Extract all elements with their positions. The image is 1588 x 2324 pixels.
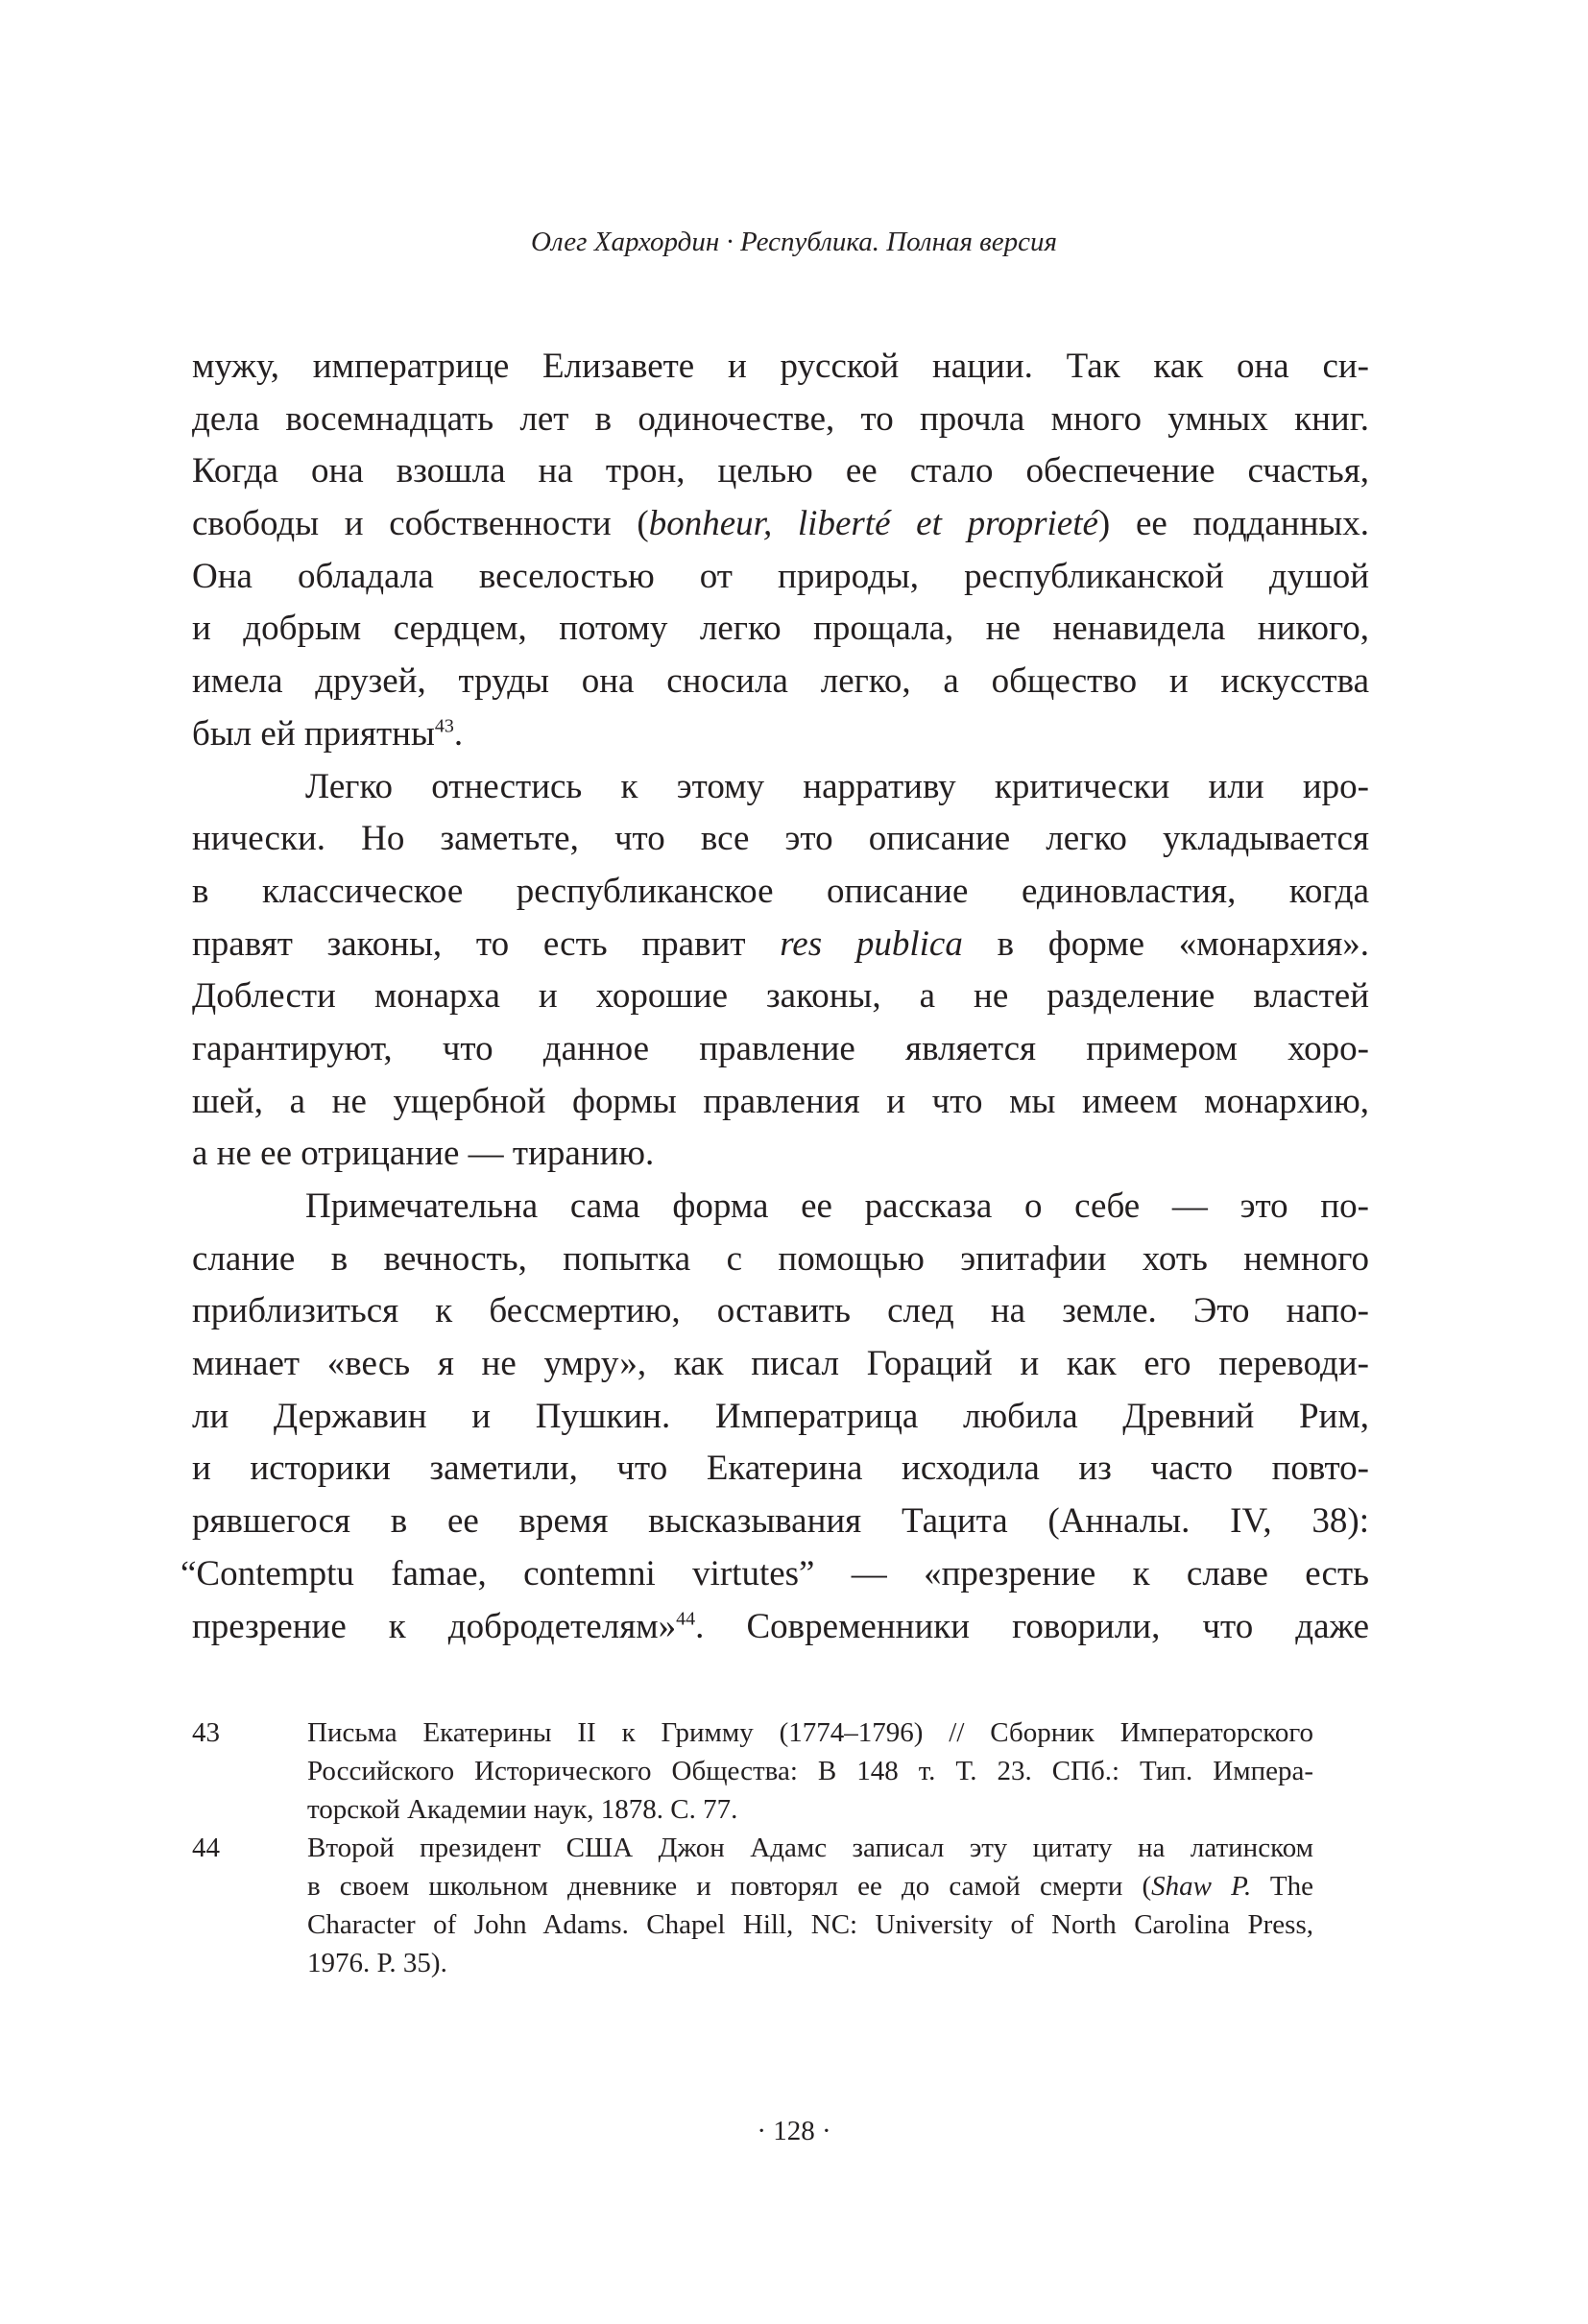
page-number: · 128 ·	[757, 2116, 831, 2146]
footnote-number: 44	[192, 1833, 220, 1863]
italic-phrase: res publica	[780, 923, 963, 964]
body-line: Примечательна сама форма ее рассказа о себе — это по-	[305, 1186, 1369, 1226]
body-line: мужу, императрице Елизавете и русской нации. Так как она си-	[192, 347, 1369, 386]
body-line: и историки заметили, что Екатерина исходила из часто повто-	[192, 1449, 1369, 1489]
body-line	[192, 708, 1369, 761]
body-line: имела друзей, труды она сносила легко, а общество и искусства	[192, 661, 1369, 702]
body-text-run: .	[453, 713, 464, 754]
body-line: Когда она взошла на трон, целью ее стало обеспечение счастья,	[192, 451, 1369, 491]
body-text-run: правят законы, то есть правит	[192, 923, 781, 964]
body-line: Она обладала веселостью от природы, республиканской душой	[192, 556, 1369, 596]
footnote-ref-43[interactable]: 43	[434, 715, 454, 737]
footnote-number: 43	[192, 1717, 220, 1748]
body-line: нически. Но заметьте, что все это описание легко укладывается	[192, 819, 1369, 859]
body-line: Легко отнестись к этому нарративу критически или иро-	[305, 766, 1369, 806]
footnote-line: торской Академии наук, 1878. С. 77.	[307, 1794, 738, 1825]
italic-author: Shaw P.	[1151, 1871, 1252, 1902]
footnote-43	[192, 1713, 1313, 1829]
footnote-line: Второй президент США Джон Адамс записал эту цитату на латинском	[307, 1833, 1313, 1863]
body-text-run: свободы и собственности (	[192, 504, 649, 544]
footnote-line: Российского Исторического Общества: В 148 т. Т. 23. СПб.: Тип. Импера-	[307, 1756, 1313, 1786]
body-line	[192, 1601, 1369, 1654]
body-line	[192, 919, 1369, 971]
body-line: приблизиться к бессмертию, оставить след на земле. Это напо-	[192, 1291, 1369, 1331]
footnote-line: Character of John Adams. Chapel Hill, NC: University of North Carolina Press,	[307, 1909, 1313, 1940]
body-line: ли Державин и Пушкин. Императрица любила Древний Рим,	[192, 1396, 1369, 1436]
body-text	[180, 341, 1370, 1653]
footnote-line: 1976. P. 35).	[307, 1948, 447, 1978]
body-line: Доблести монарха и хорошие законы, а не разделение властей	[192, 976, 1369, 1017]
body-line: “Contemptu famae, contemni virtutes” — «презрение к славе есть	[180, 1553, 1369, 1593]
footnote-text-run: The	[1251, 1871, 1313, 1902]
body-line: гарантируют, что данное правление является примером хоро-	[192, 1028, 1369, 1068]
body-line: а не ее отрицание — тиранию.	[192, 1134, 655, 1174]
footnote-line: Письма Екатерины II к Гримму (1774–1796) // Сборник Императорского	[307, 1717, 1313, 1748]
footnotes	[192, 1713, 1313, 1982]
body-text-run: был ей приятны	[192, 713, 435, 754]
body-line	[192, 498, 1369, 551]
body-line: шей, а не ущербной формы правления и что мы имеем монархию,	[192, 1081, 1369, 1121]
body-line: слание в вечность, попытка с помощью эпитафии хоть немного	[192, 1238, 1369, 1279]
body-text-run: ) ее подданных.	[1097, 504, 1370, 544]
body-line: минает «весь я не умру», как писал Гораций и как его переводи-	[192, 1344, 1369, 1384]
body-line: дела восемнадцать лет в одиночестве, то прочла много умных книг.	[192, 398, 1369, 439]
footnote-44	[192, 1829, 1313, 1982]
body-line: в классическое республиканское описание единовластия, когда	[192, 871, 1369, 911]
body-text-run: . Современники говорили, что даже	[695, 1606, 1369, 1646]
italic-phrase: bonheur, liberté et proprieté	[648, 504, 1098, 544]
footnote-text-run: в своем школьном дневнике и повторял ее до самой смерти (	[307, 1871, 1152, 1902]
body-line: и добрым сердцем, потому легко прощала, не ненавидела никого,	[192, 609, 1369, 649]
running-head: Олег Хархордин · Республика. Полная версия	[531, 227, 1057, 257]
footnote-line	[307, 1867, 1313, 1905]
body-text-run: презрение к добродетелям»	[192, 1606, 677, 1646]
body-text-run: в форме «монархия».	[962, 923, 1369, 964]
body-line: рявшегося в ее время высказывания Тацита (Анналы. IV, 38):	[192, 1501, 1369, 1542]
footnote-ref-44[interactable]: 44	[676, 1608, 696, 1630]
